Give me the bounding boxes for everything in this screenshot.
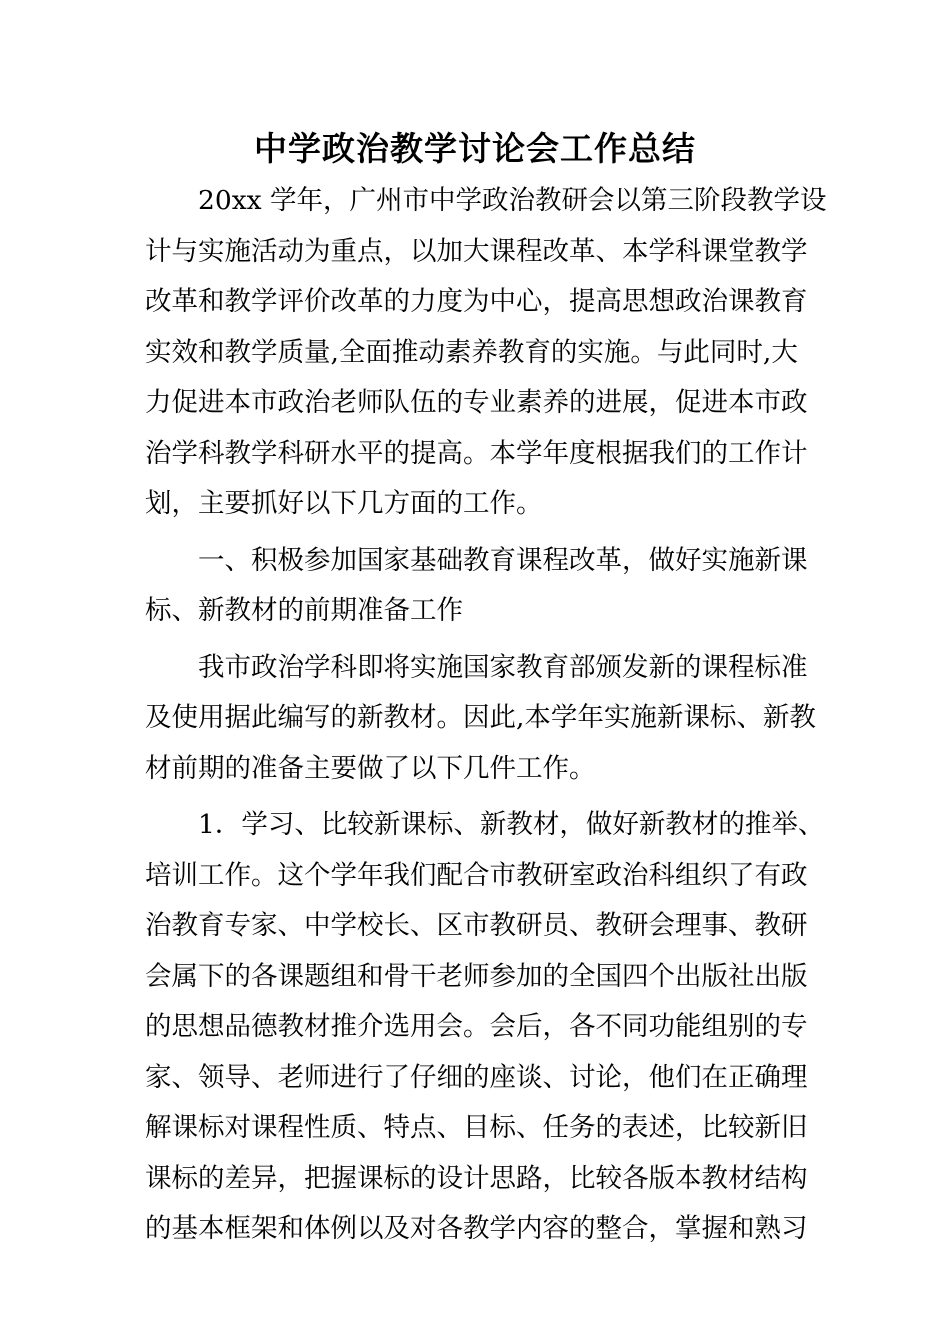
paragraph-line: 力促进本市政治老师队伍的专业素养的进展，促进本市政 <box>145 387 808 418</box>
section-heading-1 <box>145 536 807 637</box>
paragraph-line: 的思想品德教材推介选用会。会后，各不同功能组别的专 <box>145 1011 808 1042</box>
paragraph-item-1 <box>145 800 825 1255</box>
paragraph-line: 会属下的各课题组和骨干老师参加的全国四个出版社出版 <box>145 960 808 992</box>
paragraph-line: 课标的差异，把握课标的设计思路，比较各版本教材结构 <box>145 1162 808 1194</box>
paragraph-intro <box>145 176 827 530</box>
paragraph-line: 20xx 学年，广州市中学政治教研会以第三阶段教学设 <box>198 185 827 216</box>
paragraph-line: 改革和教学评价改革的力度为中心，提高思想政治课教育 <box>145 286 808 317</box>
paragraph-line: 实效和教学质量,全面推动素养教育的实施。与此同时,大 <box>145 336 798 368</box>
paragraph-line: 1．学习、比较新课标、新教材，做好新教材的推举、 <box>198 809 825 840</box>
paragraph-line: 的基本框架和体例以及对各教学内容的整合，掌握和熟习 <box>145 1213 808 1244</box>
document-title: 中学政治教学讨论会工作总结 <box>254 129 696 168</box>
paragraph-line: 计与实施活动为重点，以加大课程改革、本学科课堂教学 <box>145 235 808 267</box>
paragraph-line: 及使用据此编写的新教材。因此,本学年实施新课标、新教 <box>145 702 816 733</box>
paragraph-line: 治学科教学科研水平的提高。本学年度根据我们的工作计 <box>145 437 808 469</box>
paragraph-line: 划，主要抓好以下几方面的工作。 <box>145 488 543 519</box>
paragraph-line: 治教育专家、中学校长、区市教研员、教研会理事、教研 <box>145 910 808 941</box>
paragraph-line: 解课标对课程性质、特点、目标、任务的表述，比较新旧 <box>145 1112 808 1143</box>
paragraph-line: 标、新教材的前期准备工作 <box>145 595 463 626</box>
paragraph-section-1-intro <box>145 643 816 795</box>
paragraph-line: 培训工作。这个学年我们配合市教研室政治科组织了有政 <box>145 859 808 891</box>
paragraph-line: 一、积极参加国家基础教育课程改革，做好实施新课 <box>198 544 808 576</box>
paragraph-line: 材前期的准备主要做了以下几件工作。 <box>145 752 596 784</box>
document-body <box>145 176 827 1255</box>
paragraph-line: 我市政治学科即将实施国家教育部颁发新的课程标准 <box>198 651 808 683</box>
paragraph-line: 家、领导、老师进行了仔细的座谈、讨论，他们在正确理 <box>145 1061 808 1093</box>
